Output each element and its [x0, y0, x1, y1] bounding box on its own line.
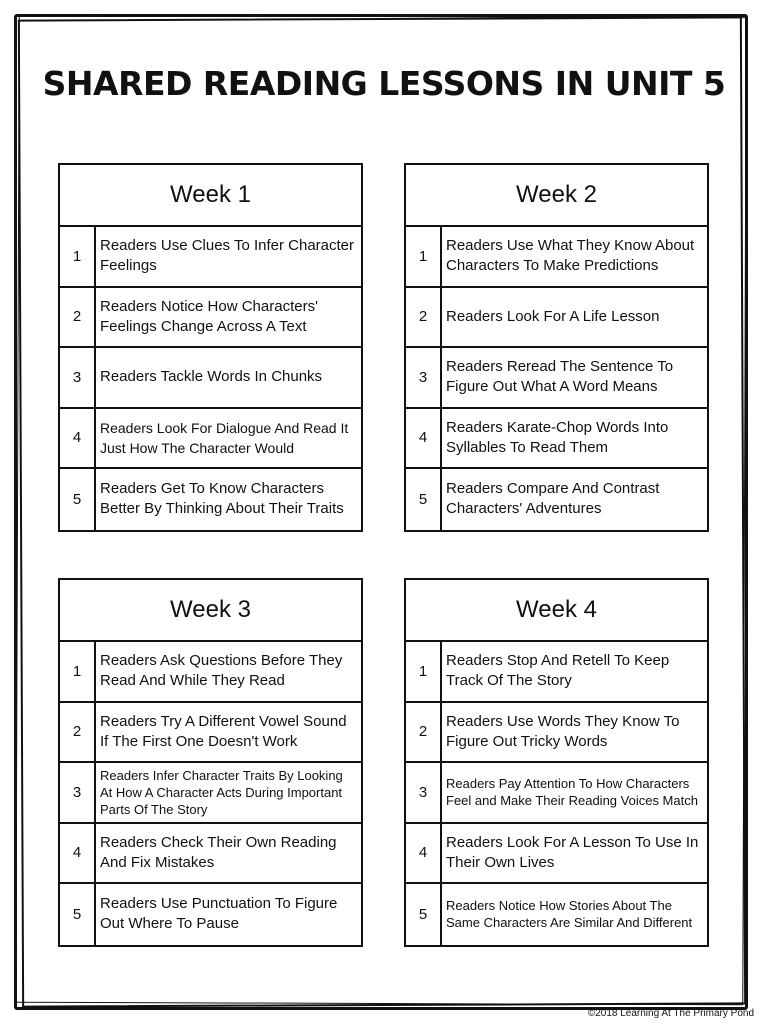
- lesson-title: Readers Get To Know Characters Better By Thinking About Their Traits: [100, 480, 344, 518]
- lesson-number: 1: [406, 642, 442, 701]
- week-2-table: [404, 163, 709, 532]
- week-heading: Week 2: [406, 165, 707, 227]
- lesson-title: Readers Use What They Know About Characters To Make Predictions: [446, 237, 695, 275]
- lesson-title: Readers Stop And Retell To Keep Track Of The Story: [446, 652, 670, 690]
- lesson-number: 4: [406, 824, 442, 883]
- week-heading: Week 4: [406, 580, 707, 642]
- lesson-row: [60, 642, 361, 703]
- lesson-number: 3: [60, 348, 96, 407]
- lesson-number: 4: [60, 409, 96, 468]
- copyright-footer: ©2018 Learning At The Primary Pond: [587, 1008, 754, 1019]
- lesson-row: [406, 884, 707, 945]
- lesson-title: Readers Compare And Contrast Characters' Adventures: [446, 480, 660, 518]
- lesson-row: [406, 409, 707, 470]
- lesson-title: Readers Use Clues To Infer Character Feelings: [100, 237, 355, 275]
- week-heading: Week 1: [60, 165, 361, 227]
- lesson-number: 2: [60, 288, 96, 347]
- lesson-number: 5: [406, 884, 442, 945]
- lesson-title: Readers Use Punctuation To Figure Out Where To Pause: [100, 895, 338, 933]
- lesson-row: [406, 288, 707, 349]
- lesson-number: 5: [60, 469, 96, 530]
- lesson-number: 5: [406, 469, 442, 530]
- lesson-row: [60, 409, 361, 470]
- lesson-title: Readers Check Their Own Reading And Fix Mistakes: [100, 833, 337, 871]
- lesson-title: Readers Tackle Words In Chunks: [100, 368, 323, 386]
- lesson-number: 1: [406, 227, 442, 286]
- lesson-title: Readers Notice How Characters' Feelings Change Across A Text: [100, 297, 318, 335]
- lesson-row: [60, 763, 361, 824]
- lesson-number: 2: [406, 288, 442, 347]
- lesson-title: Readers Notice How Stories About The Same Characters Are Similar And Different: [446, 898, 693, 931]
- lesson-title: Readers Ask Questions Before They Read And While They Read: [100, 652, 343, 690]
- lesson-row: [60, 348, 361, 409]
- lesson-row: [60, 469, 361, 530]
- lesson-row: [60, 288, 361, 349]
- lesson-title: Readers Look For A Lesson To Use In Their Own Lives: [446, 833, 699, 871]
- lesson-row: [406, 348, 707, 409]
- lesson-row: [406, 703, 707, 764]
- lesson-row: [406, 227, 707, 288]
- week-3-table: [58, 578, 363, 947]
- lesson-title: Readers Reread The Sentence To Figure Out What A Word Means: [446, 358, 674, 396]
- lesson-row: [60, 884, 361, 945]
- week-1-table: [58, 163, 363, 532]
- lesson-number: 3: [406, 348, 442, 407]
- lesson-number: 1: [60, 227, 96, 286]
- lesson-title: Readers Karate-Chop Words Into Syllables To Read Them: [446, 418, 669, 456]
- lesson-title: Readers Look For Dialogue And Read It Just How The Character Would: [100, 419, 349, 456]
- week-heading: Week 3: [60, 580, 361, 642]
- lesson-number: 1: [60, 642, 96, 701]
- lesson-row: [406, 824, 707, 885]
- lesson-row: [406, 642, 707, 703]
- lesson-title: Readers Try A Different Vowel Sound If The First One Doesn't Work: [100, 712, 347, 750]
- lesson-number: 3: [406, 763, 442, 822]
- lesson-row: [406, 469, 707, 530]
- page-title: SHARED READING LESSONS IN UNIT 5: [42, 64, 726, 103]
- lesson-row: [60, 227, 361, 288]
- lesson-number: 3: [60, 763, 96, 822]
- lesson-title: Readers Infer Character Traits By Looking At How A Character Acts During Important Parts Of The Story: [100, 767, 343, 817]
- lesson-row: [60, 824, 361, 885]
- week-4-table: [404, 578, 709, 947]
- lesson-number: 4: [60, 824, 96, 883]
- lesson-row: [60, 703, 361, 764]
- lesson-number: 2: [60, 703, 96, 762]
- lesson-title: Readers Look For A Life Lesson: [446, 307, 660, 325]
- lesson-title: Readers Pay Attention To How Characters Feel and Make Their Reading Voices Match: [446, 776, 698, 809]
- lesson-number: 5: [60, 884, 96, 945]
- lesson-number: 4: [406, 409, 442, 468]
- lesson-title: Readers Use Words They Know To Figure Out Tricky Words: [446, 712, 680, 750]
- lesson-row: [406, 763, 707, 824]
- lesson-number: 2: [406, 703, 442, 762]
